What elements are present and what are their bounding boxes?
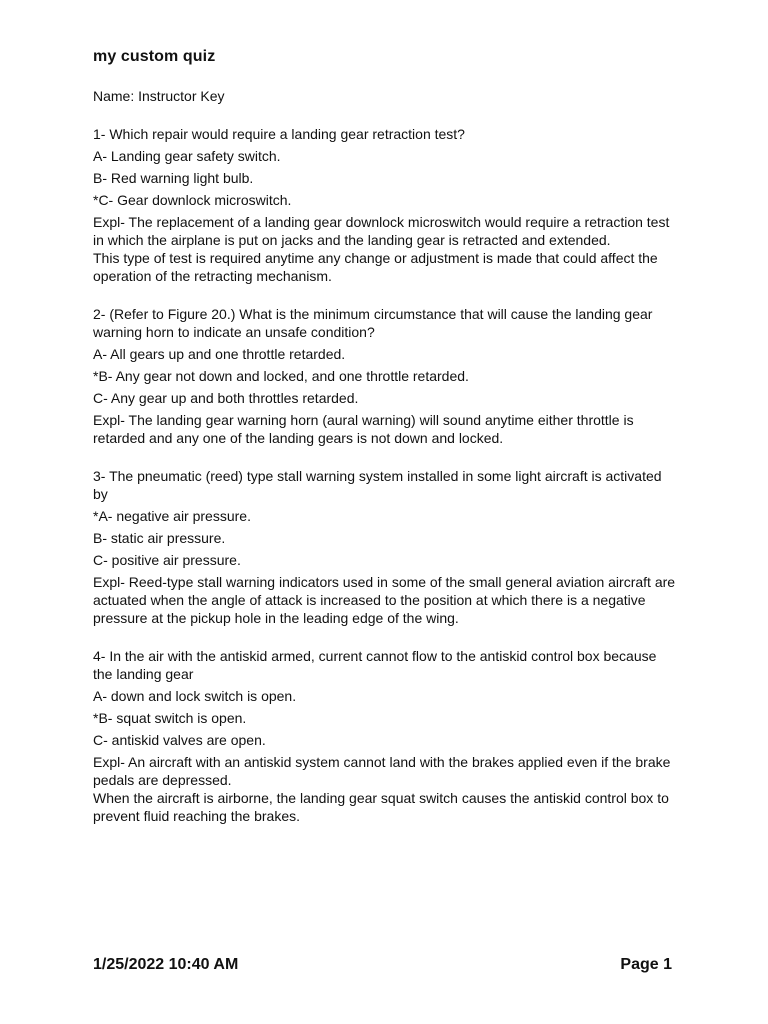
question-1 bbox=[93, 125, 678, 285]
question-4 bbox=[93, 647, 678, 825]
answer-option: A- All gears up and one throttle retarded. bbox=[93, 346, 346, 362]
explanation bbox=[93, 753, 678, 825]
answer-option: C- antiskid valves are open. bbox=[93, 732, 266, 748]
explanation bbox=[93, 573, 678, 627]
document-page bbox=[93, 0, 693, 1024]
question-2 bbox=[93, 305, 678, 447]
explanation-line: Expl- An aircraft with an antiskid system cannot land with the brakes applied even if the brake pedals are depressed. bbox=[93, 754, 671, 788]
answer-option-correct: *B- squat switch is open. bbox=[93, 710, 247, 726]
answer-option-correct: *A- negative air pressure. bbox=[93, 508, 251, 524]
name-line: Name: Instructor Key bbox=[93, 88, 225, 104]
answer-option: C- positive air pressure. bbox=[93, 552, 241, 568]
answer-option-correct: *B- Any gear not down and locked, and one throttle retarded. bbox=[93, 368, 469, 384]
explanation bbox=[93, 213, 678, 285]
page-title: my custom quiz bbox=[93, 48, 216, 65]
explanation-line: This type of test is required anytime any change or adjustment is made that could affect the operation of the retracting mechanism. bbox=[93, 250, 658, 284]
questions-list bbox=[93, 125, 678, 845]
question-3 bbox=[93, 467, 678, 627]
explanation-line: When the aircraft is airborne, the landing gear squat switch causes the antiskid control box to prevent fluid reaching the brakes. bbox=[93, 790, 669, 824]
answer-option: C- Any gear up and both throttles retarded. bbox=[93, 390, 359, 406]
footer-page-number: Page 1 bbox=[620, 956, 672, 973]
explanation bbox=[93, 411, 678, 447]
explanation-line: Expl- The landing gear warning horn (aural warning) will sound anytime either throttle is retarded and any one of the landing gears is not down and locked. bbox=[93, 412, 634, 446]
answer-option: A- down and lock switch is open. bbox=[93, 688, 297, 704]
footer-timestamp: 1/25/2022 10:40 AM bbox=[93, 956, 239, 973]
answer-option: A- Landing gear safety switch. bbox=[93, 148, 281, 164]
explanation-line: Expl- Reed-type stall warning indicators used in some of the small general aviation aircraft are actuated when the angle of attack is increased to the position at which there is a negative pressure at the pickup hole in the leading edge of the wing. bbox=[93, 574, 676, 626]
question-prompt: 4- In the air with the antiskid armed, current cannot flow to the antiskid control box because the landing gear bbox=[93, 648, 657, 682]
question-prompt: 3- The pneumatic (reed) type stall warning system installed in some light aircraft is activated by bbox=[93, 468, 662, 502]
answer-option: B- Red warning light bulb. bbox=[93, 170, 254, 186]
question-prompt: 1- Which repair would require a landing gear retraction test? bbox=[93, 126, 465, 142]
answer-option-correct: *C- Gear downlock microswitch. bbox=[93, 192, 292, 208]
question-prompt: 2- (Refer to Figure 20.) What is the minimum circumstance that will cause the landing gear warning horn to indicate an unsafe condition? bbox=[93, 306, 653, 340]
answer-option: B- static air pressure. bbox=[93, 530, 226, 546]
explanation-line: Expl- The replacement of a landing gear downlock microswitch would require a retraction test in which the airplane is put on jacks and the landing gear is retracted and extended. bbox=[93, 214, 670, 248]
